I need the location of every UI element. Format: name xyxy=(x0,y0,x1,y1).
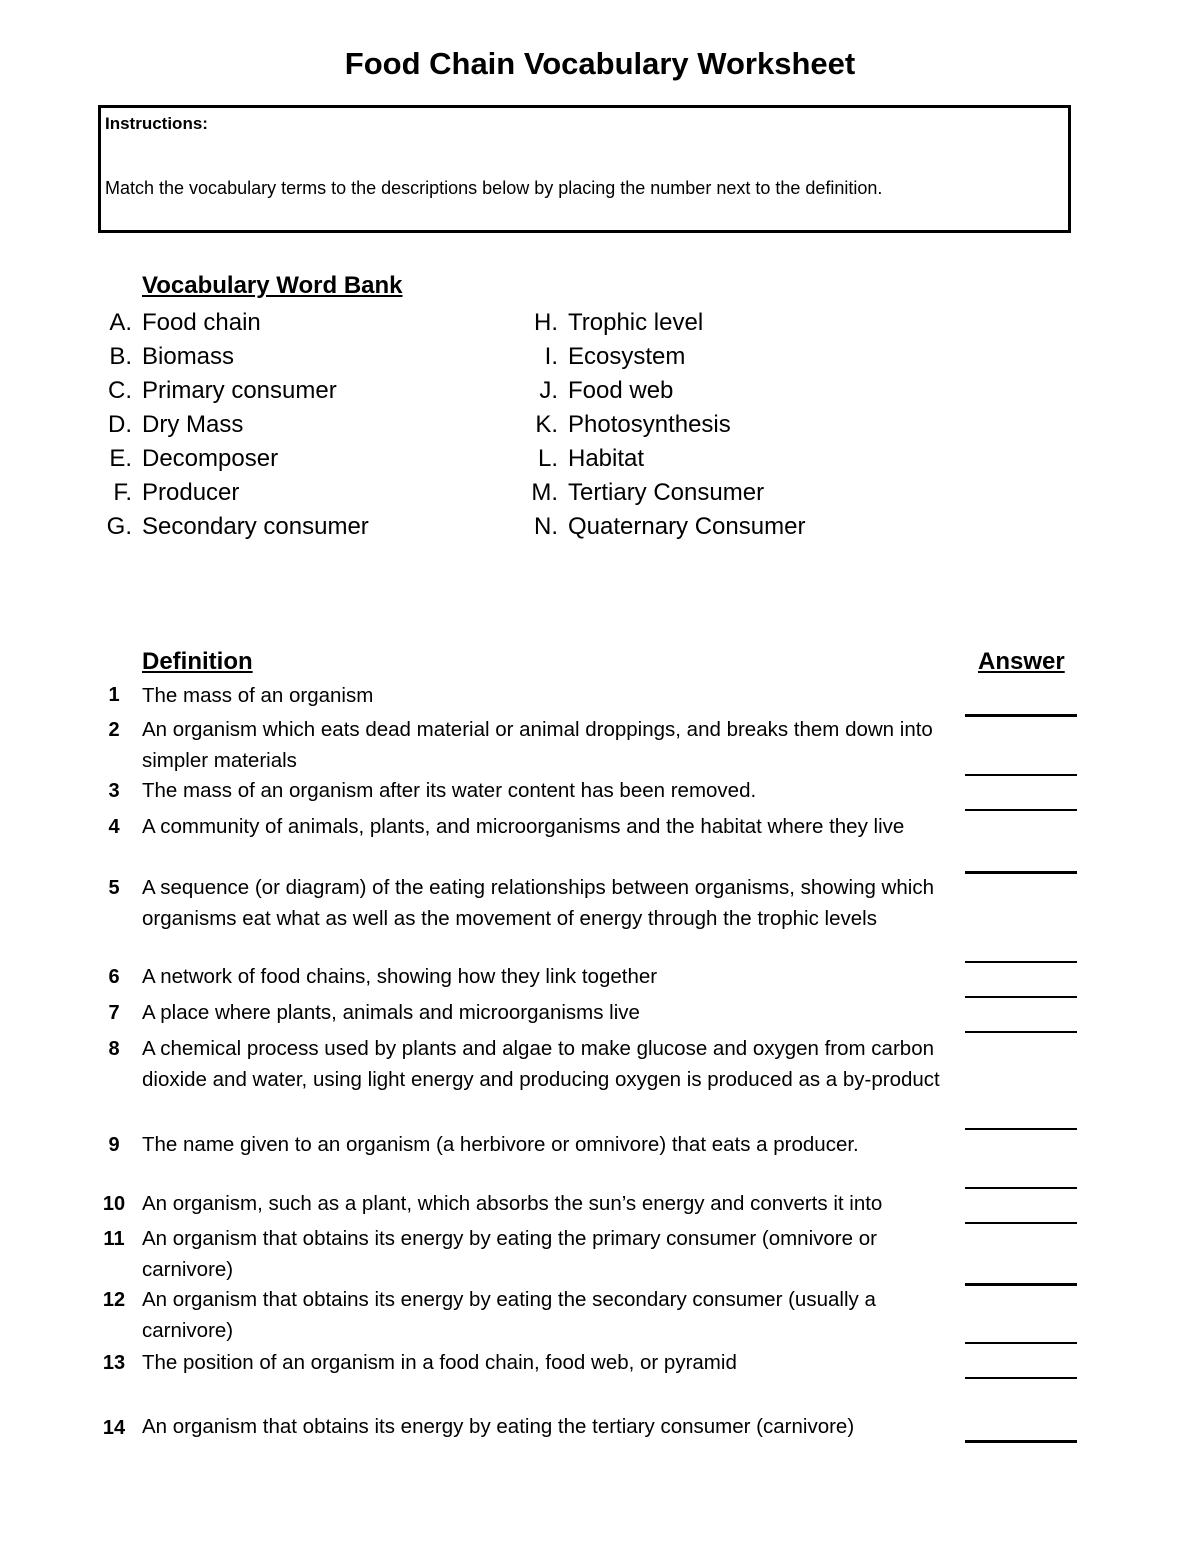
word-bank-item xyxy=(92,376,369,410)
definition-text: An organism that obtains its energy by eating the primary consumer (omnivore or carnivore) xyxy=(142,1227,877,1281)
word-bank-item xyxy=(518,376,805,410)
word-bank-term: Producer xyxy=(142,479,240,506)
definition-number: 13 xyxy=(102,1352,126,1374)
answer-blank[interactable] xyxy=(965,1031,1077,1033)
word-bank-item xyxy=(518,342,805,376)
word-bank-letter: B. xyxy=(109,343,132,370)
word-bank-letter: J. xyxy=(539,377,558,404)
definition-text: The mass of an organism xyxy=(142,684,374,707)
instructions-label: Instructions: xyxy=(105,114,208,133)
definition-text: A sequence (or diagram) of the eating relationships between organisms, showing which organisms eat what as well as the movement of energy through the trophic levels xyxy=(142,876,934,930)
word-bank-item xyxy=(518,478,805,512)
answer-blank[interactable] xyxy=(965,714,1077,717)
answer-blank[interactable] xyxy=(965,1187,1077,1189)
definition-text: An organism which eats dead material or animal droppings, and breaks them down into simpler materials xyxy=(142,718,933,772)
definition-number: 3 xyxy=(108,780,120,802)
page-title: Food Chain Vocabulary Worksheet xyxy=(344,46,856,81)
word-bank-letter: N. xyxy=(534,513,558,540)
word-bank-item xyxy=(92,410,369,444)
word-bank-item xyxy=(92,512,369,546)
definition-text: The position of an organism in a food chain, food web, or pyramid xyxy=(142,1351,737,1374)
instructions-box xyxy=(98,105,1071,233)
word-bank-letter: D. xyxy=(108,411,132,438)
definition-number: 4 xyxy=(108,816,120,838)
answer-blank[interactable] xyxy=(965,871,1077,874)
answer-blank[interactable] xyxy=(965,1377,1077,1379)
word-bank-item xyxy=(518,444,805,478)
definition-text: An organism that obtains its energy by eating the secondary consumer (usually a carnivore) xyxy=(142,1288,876,1342)
answer-blank[interactable] xyxy=(965,996,1077,998)
word-bank-term: Primary consumer xyxy=(142,377,337,404)
word-bank-letter: M. xyxy=(531,479,558,506)
answer-blank[interactable] xyxy=(965,1342,1077,1344)
definition-text: A place where plants, animals and microorganisms live xyxy=(142,1001,640,1024)
word-bank-right-column xyxy=(518,308,805,546)
word-bank-term: Decomposer xyxy=(142,445,279,472)
definition-text: An organism, such as a plant, which absorbs the sun’s energy and converts it into xyxy=(142,1192,883,1215)
word-bank-term: Tertiary Consumer xyxy=(568,479,765,506)
definition-number: 11 xyxy=(103,1228,125,1250)
answer-blank[interactable] xyxy=(965,1283,1077,1286)
word-bank-term: Trophic level xyxy=(568,309,704,336)
definition-number: 5 xyxy=(108,877,120,899)
definition-text: A community of animals, plants, and microorganisms and the habitat where they live xyxy=(142,815,905,838)
answer-heading: Answer xyxy=(978,648,1065,675)
word-bank-term: Biomass xyxy=(142,343,235,370)
word-bank-heading: Vocabulary Word Bank xyxy=(142,272,403,299)
word-bank-letter: L. xyxy=(537,445,558,472)
word-bank-letter: F. xyxy=(113,479,132,506)
definition-text: The name given to an organism (a herbivore or omnivore) that eats a producer. xyxy=(142,1133,859,1156)
word-bank-letter: C. xyxy=(108,377,132,404)
word-bank-item xyxy=(92,478,369,512)
word-bank-term: Ecosystem xyxy=(568,343,686,370)
definition-text: A chemical process used by plants and algae to make glucose and oxygen from carbon dioxide and water, using light energy and producing oxygen is produced as a by-product xyxy=(142,1037,940,1091)
answer-blank[interactable] xyxy=(965,1128,1077,1130)
definition-number: 9 xyxy=(108,1134,120,1156)
definition-number: 2 xyxy=(108,719,120,741)
word-bank-term: Photosynthesis xyxy=(568,411,731,438)
answer-blank[interactable] xyxy=(965,1440,1077,1443)
definition-number: 7 xyxy=(108,1002,120,1024)
definition-text: A network of food chains, showing how they link together xyxy=(142,965,658,988)
definition-text: An organism that obtains its energy by eating the tertiary consumer (carnivore) xyxy=(142,1415,855,1438)
word-bank-item xyxy=(92,342,369,376)
word-bank-letter: A. xyxy=(109,309,132,336)
word-bank-term: Secondary consumer xyxy=(142,513,369,540)
word-bank-item xyxy=(518,308,805,342)
answer-blank[interactable] xyxy=(965,774,1077,776)
answer-blank[interactable] xyxy=(965,1222,1077,1224)
word-bank-letter: G. xyxy=(106,513,132,540)
definition-heading: Definition xyxy=(142,648,253,675)
definition-number: 1 xyxy=(108,684,120,706)
word-bank-term: Dry Mass xyxy=(142,411,244,438)
word-bank-item xyxy=(92,308,369,342)
answer-blank[interactable] xyxy=(965,809,1077,811)
word-bank-item xyxy=(92,444,369,478)
word-bank-letter: K. xyxy=(535,411,558,438)
definition-number: 14 xyxy=(102,1417,126,1439)
instructions-text: Match the vocabulary terms to the descriptions below by placing the number next to the definition. xyxy=(105,178,883,198)
word-bank-item xyxy=(518,512,805,546)
word-bank-letter: H. xyxy=(534,309,558,336)
word-bank-item xyxy=(518,410,805,444)
word-bank-term: Food chain xyxy=(142,309,261,336)
definition-number: 6 xyxy=(108,966,120,988)
word-bank-letter: E. xyxy=(109,445,132,472)
word-bank-term: Food web xyxy=(568,377,674,404)
definition-number: 8 xyxy=(108,1038,120,1060)
word-bank-term: Quaternary Consumer xyxy=(568,513,806,540)
word-bank-letter: I. xyxy=(544,343,558,370)
answer-blank[interactable] xyxy=(965,961,1077,963)
definition-number: 12 xyxy=(102,1289,126,1311)
definition-text: The mass of an organism after its water content has been removed. xyxy=(142,779,757,802)
word-bank-left-column xyxy=(92,308,369,546)
word-bank-term: Habitat xyxy=(568,445,645,472)
definition-number: 10 xyxy=(102,1193,126,1215)
